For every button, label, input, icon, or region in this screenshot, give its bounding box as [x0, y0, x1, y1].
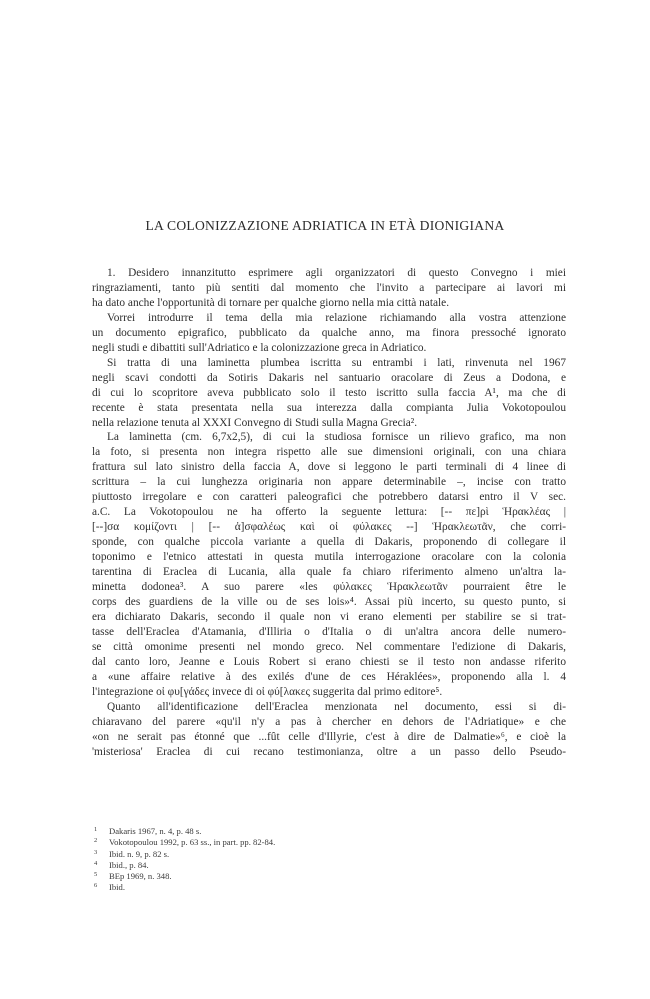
- text-line: l'integrazione οἱ φυ[γάδες invece di οἱ φύ[λακες suggerita dal primo editore⁵.: [92, 685, 443, 698]
- text-line: Si tratta di una laminetta plumbea iscritta su entrambi i lati, rinvenuta nel 1967: [107, 356, 566, 369]
- text-line: toponimo e l'etnico attestati in questa mutila interrogazione oracolare con la colonia: [92, 551, 566, 564]
- footnote-number: 6: [94, 882, 98, 890]
- footnote-text: Ibid. n. 9, p. 82 s.: [109, 848, 170, 859]
- paragraph-2: [92, 311, 566, 356]
- text-line: a.C. La Vokotopoulou ne ha offerto la seguente lettura: [-- πε]ρὶ Ἡρακλέας |: [92, 506, 566, 519]
- text-line: tarentina di Eraclea di Lucania, alla quale fa chiaro riferimento almeno un'altra la-: [92, 566, 566, 579]
- text-line: negli studi e dibattiti sull'Adriatico e la colonizzazione greca in Adriatico.: [92, 341, 427, 354]
- footnote-number: 5: [94, 871, 98, 879]
- text-line: ha dato anche l'opportunità di tornare per qualche giorno nella mia città natale.: [92, 296, 450, 309]
- text-line: 'misteriosa' Eraclea di cui recano testimonianza, oltre a un passo dello Pseudo-: [92, 745, 566, 758]
- footnotes: [92, 826, 566, 894]
- footnote-text: Ibid., p. 84.: [109, 859, 149, 870]
- footnote: [92, 882, 566, 893]
- footnote-text: Dakaris 1967, n. 4, p. 48 s.: [109, 826, 202, 836]
- text-line: piuttosto irregolare e con caratteri paleografici che potrebbero datarsi entro il V sec.: [92, 491, 566, 504]
- text-line: 1. Desidero innanzitutto esprimere agli organizzatori di questo Convegno i miei: [107, 267, 566, 279]
- footnote: [92, 849, 566, 860]
- article-body: [92, 266, 566, 759]
- text-line: dal canto loro, Jeanne e Louis Robert si erano chiesti se il testo non andasse riferito: [92, 655, 566, 668]
- text-line: se città omonime presenti nel mondo greco. Nel commentare l'edizione di Dakaris,: [92, 640, 566, 653]
- footnote: [92, 871, 566, 882]
- text-line: scrittura – la cui lunghezza originaria non appare determinabile –, incise con tratto: [92, 476, 566, 489]
- text-line: ringraziamenti, tanto più sentiti dal momento che l'invito a partecipare ai lavori mi: [92, 281, 566, 294]
- text-line: a «une affaire relative à des exilés d'une de ces Héraklées», proponendo alla l. 4: [92, 670, 566, 683]
- footnote-text: Ibid.: [109, 882, 125, 893]
- text-line: un documento epigrafico, pubblicato da qualche anno, ma finora pressoché ignorato: [92, 326, 566, 339]
- text-line: minetta dodonea³. A suo parere «les φύλακες Ἡρακλεωτᾶν pourraient être le: [92, 581, 566, 594]
- footnote-text: BEp 1969, n. 348.: [109, 871, 172, 882]
- footnote-number: 3: [94, 848, 98, 856]
- footnote: [92, 860, 566, 871]
- footnote-text: Vokotopoulou 1992, p. 63 ss., in part. pp. 82-84.: [109, 837, 276, 848]
- text-line: tasse dell'Eraclea d'Atamania, d'Illiria o d'Italia o di un'altra ancora delle numero-: [92, 625, 566, 638]
- footnote-number: 2: [94, 837, 98, 845]
- text-line: corps des guardiens de la ville ou de ses lois»⁴. Assai più incerto, su questo punto, si: [92, 595, 566, 608]
- text-line: frattura sul lato sinistro della faccia A, dove si leggono le parti terminali di 4 linee di: [92, 461, 566, 474]
- text-line: [--]σα κομίζοντι | [-- ἀ]σφαλέως καὶ οἱ φύλακες --] Ἡρακλεωτᾶν, che corri-: [92, 521, 566, 534]
- footnote: [92, 826, 566, 837]
- paragraph-5: [92, 700, 566, 760]
- paragraph-1: [92, 266, 566, 311]
- text-line: «on ne serait pas étonné que ...fût celle d'Illyrie, c'est à dire de Dalmatie»⁶, e cioè la: [92, 730, 566, 743]
- text-line: era dichiarato Dakaris, secondo il quale non vi erano elementi per stabilire se si trat-: [92, 610, 566, 623]
- article-title: LA COLONIZZAZIONE ADRIATICA IN ETÀ DIONIGIANA: [145, 218, 505, 233]
- text-line: recente è stata presentata nella sua interezza dalla compianta Julia Vokotopoulou: [92, 401, 566, 414]
- text-line: Quanto all'identificazione dell'Eraclea menzionata nel documento, essi si di-: [107, 700, 566, 713]
- text-line: Vorrei introdurre il tema della mia relazione richiamando alla vostra attenzione: [107, 311, 566, 324]
- text-line: chiaravano del parere «qu'il n'y a pas à chercher en dehors de l'Adriatique» e che: [92, 715, 566, 728]
- text-line: di cui lo scopritore aveva pubblicato solo il testo iscritto sulla faccia A¹, ma che di: [92, 386, 566, 399]
- text-line: La laminetta (cm. 6,7x2,5), di cui la studiosa fornisce un rilievo grafico, ma non: [107, 431, 566, 444]
- paragraph-4: [92, 430, 566, 699]
- text-line: negli scavi condotti da Sotiris Dakaris nel santuario oracolare di Zeus a Dodona, e: [92, 371, 566, 384]
- footnote: [92, 837, 566, 848]
- text-line: la foto, si presenta non integra rispetto alle sue dimensioni originali, con una chiara: [92, 446, 566, 459]
- footnote-number: 4: [94, 859, 98, 867]
- paragraph-3: [92, 356, 566, 431]
- text-line: nella relazione tenuta al XXXI Convegno di Studi sulla Magna Grecia².: [92, 416, 418, 429]
- footnote-number: 1: [94, 826, 98, 833]
- text-line: sponde, con qualche piccola variante a quella di Dakaris, proponendo di collegare il: [92, 536, 566, 549]
